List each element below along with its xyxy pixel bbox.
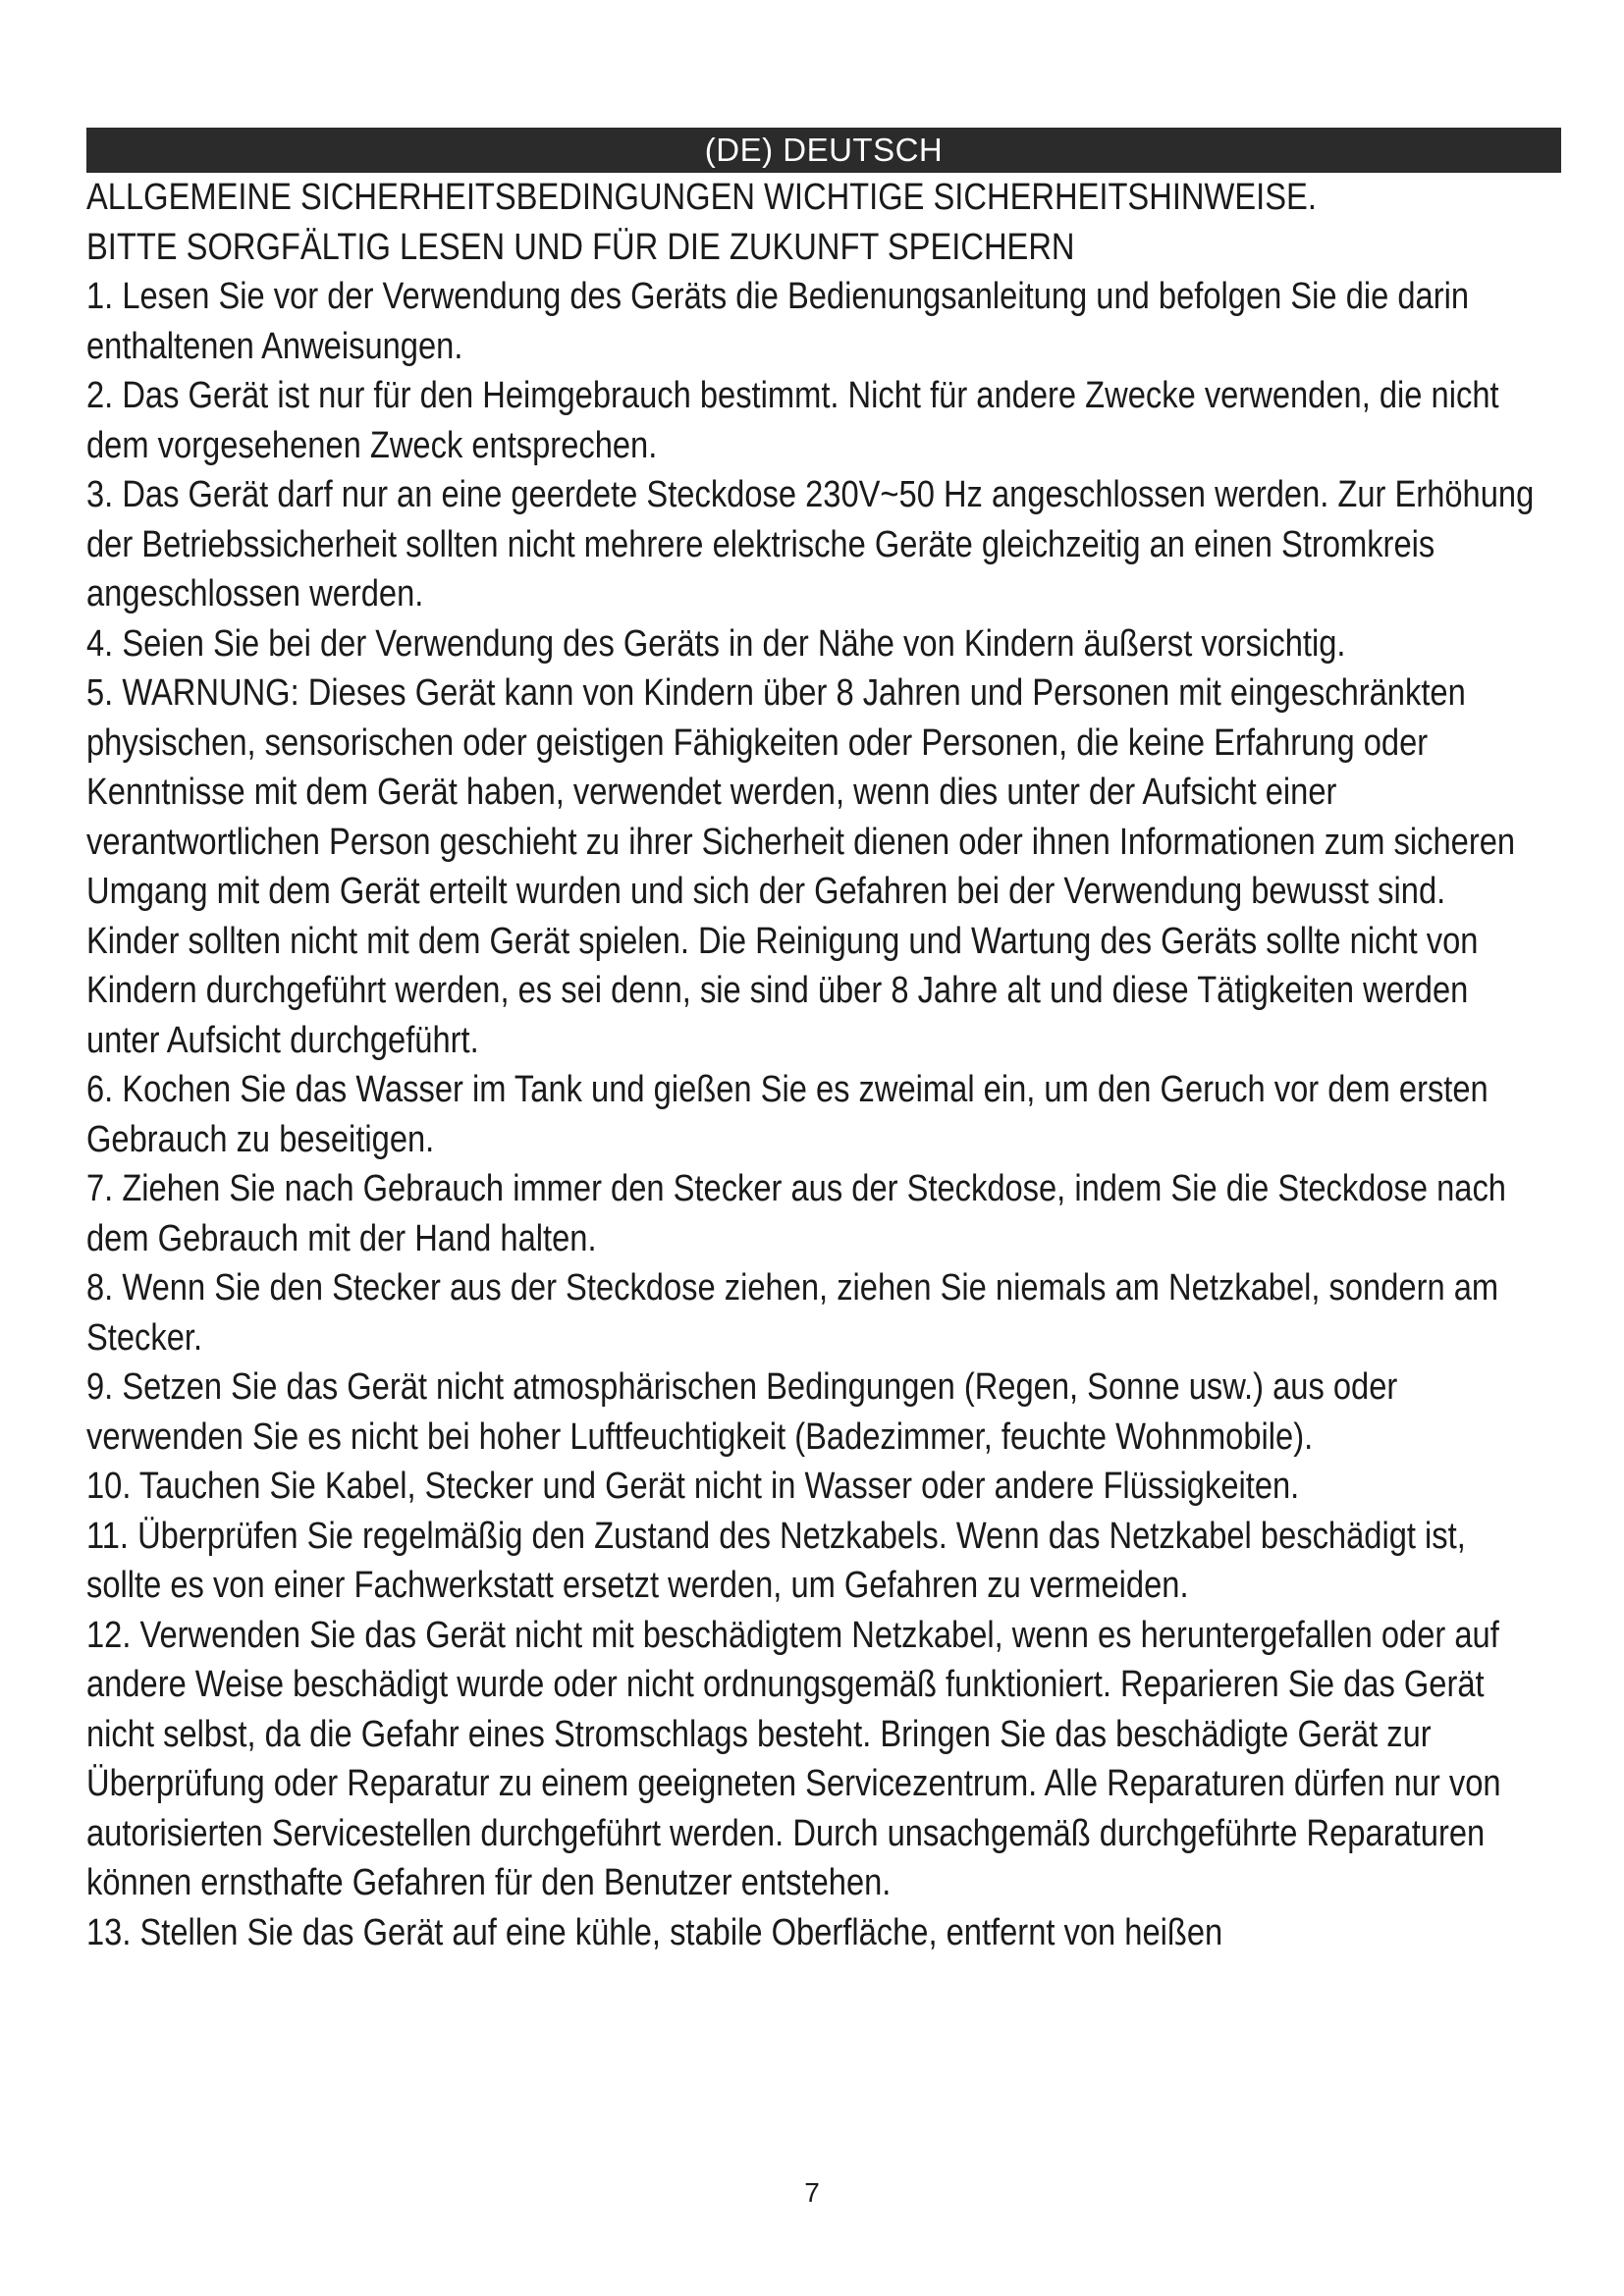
instruction-item-7: 7. Ziehen Sie nach Gebrauch immer den Stecker aus der Steckdose, indem Sie die Steckdose nach dem Gebrauch mit der Hand halten. [86,1168,1506,1259]
section-heading-line-1: ALLGEMEINE SICHERHEITSBEDINGUNGEN WICHTIGE SICHERHEITSHINWEISE. [86,177,1317,218]
language-label: (DE) DEUTSCH [704,132,944,168]
instruction-item-3: 3. Das Gerät darf nur an eine geerdete Steckdose 230V~50 Hz angeschlossen werden. Zur Erhöhung der Betriebssicherheit sollten nicht mehrere elektrische Geräte gleichzeitig an einen Stromkreis angeschlossen werden. [86,474,1535,614]
instruction-item-9: 9. Setzen Sie das Gerät nicht atmosphärischen Bedingungen (Regen, Sonne usw.) aus oder verwenden Sie es nicht bei hoher Luftfeuchtigkeit (Badezimmer, feuchte Wohnmobile). [86,1366,1398,1458]
instruction-item-11: 11. Überprüfen Sie regelmäßig den Zustand des Netzkabels. Wenn das Netzkabel beschädigt ist, sollte es von einer Fachwerkstatt ersetzt werden, um Gefahren zu vermeiden. [86,1515,1466,1606]
instruction-item-8: 8. Wenn Sie den Stecker aus der Steckdose ziehen, ziehen Sie niemals am Netzkabel, sondern am Stecker. [86,1267,1499,1359]
document-page [86,128,1561,1957]
instruction-item-1: 1. Lesen Sie vor der Verwendung des Geräts die Bedienungsanleitung und befolgen Sie die darin enthaltenen Anweisungen. [86,276,1470,367]
safety-instructions [86,173,1539,1957]
instruction-item-5: 5. WARNUNG: Dieses Gerät kann von Kindern über 8 Jahren und Personen mit eingeschränkten physischen, sensorischen oder geistigen Fähigkeiten oder Personen, die keine Erfahrung oder Kenntnisse mit dem Gerät haben, verwendet werden, wenn dies unter der Aufsicht einer verantwortlichen Person geschieht zu ihrer Sicherheit dienen oder ihnen Informationen zum sicheren Umgang mit dem Gerät erteilt wurden und sich der Gefahren bei der Verwendung bewusst sind. Kinder sollten nicht mit dem Gerät spielen. Die Reinigung und Wartung des Geräts sollte nicht von Kindern durchgeführt werden, es sei denn, sie sind über 8 Jahre alt und diese Tätigkeiten werden unter Aufsicht durchgeführt. [86,672,1516,1061]
instruction-item-12: 12. Verwenden Sie das Gerät nicht mit beschädigtem Netzkabel, wenn es heruntergefallen oder auf andere Weise beschädigt wurde oder nicht ordnungsgemäß funktioniert. Reparieren Sie das Gerät nicht selbst, da die Gefahr eines Stromschlags besteht. Bringen Sie das beschädigte Gerät zur Überprüfung oder Reparatur zu einem geeigneten Servicezentrum. Alle Reparaturen dürfen nur von autorisierten Servicestellen durchgeführt werden. Durch unsachgemäß durchgeführte Reparaturen können ernsthafte Gefahren für den Benutzer entstehen. [86,1614,1501,1903]
instruction-item-2: 2. Das Gerät ist nur für den Heimgebrauch bestimmt. Nicht für andere Zwecke verwenden, die nicht dem vorgesehenen Zweck entsprechen. [86,375,1499,466]
language-header-bar [86,128,1561,173]
instruction-item-13: 13. Stellen Sie das Gerät auf eine kühle, stabile Oberfläche, entfernt von heißen [86,1911,1223,1953]
instruction-item-10: 10. Tauchen Sie Kabel, Stecker und Gerät nicht in Wasser oder andere Flüssigkeiten. [86,1466,1300,1507]
page-number: 7 [804,2177,820,2208]
instruction-item-6: 6. Kochen Sie das Wasser im Tank und gießen Sie es zweimal ein, um den Geruch vor dem ersten Gebrauch zu beseitigen. [86,1069,1489,1160]
instruction-item-4: 4. Seien Sie bei der Verwendung des Geräts in der Nähe von Kindern äußerst vorsichtig. [86,622,1346,665]
section-heading-line-2: BITTE SORGFÄLTIG LESEN UND FÜR DIE ZUKUNFT SPEICHERN [86,226,1075,268]
